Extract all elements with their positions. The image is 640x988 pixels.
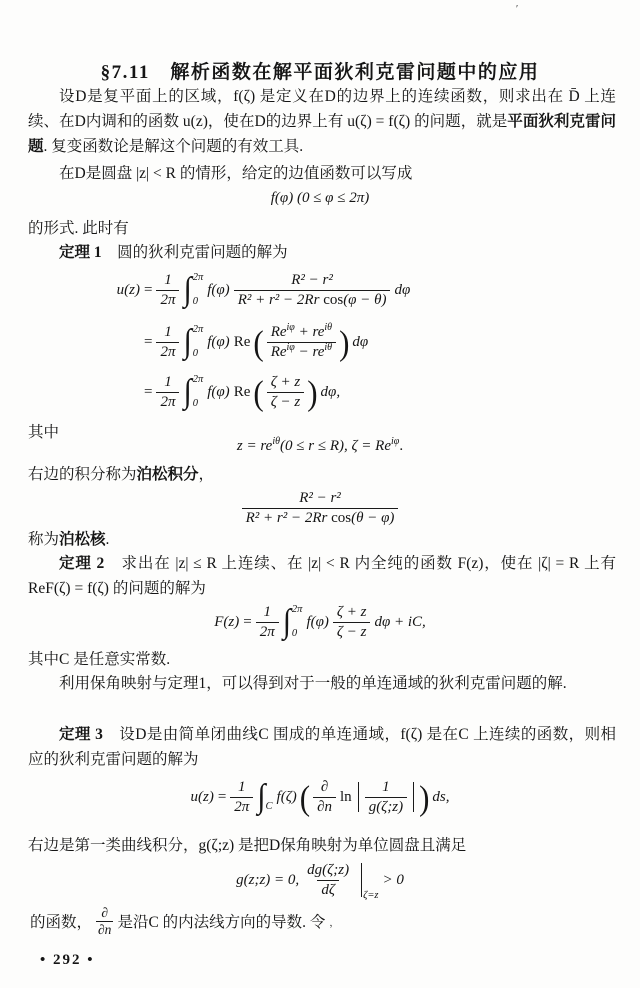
theorem-3-label: 定理 3 [59, 726, 103, 743]
equation-u-green-function [0, 772, 640, 822]
equals-sign: = [243, 613, 252, 630]
fraction-one-over-2pi: $\frac{1}{2\pi}$ [156, 373, 179, 412]
theorem-3-statement [28, 722, 616, 772]
page-number: • 292 • [40, 952, 95, 968]
equation-g-conditions [0, 858, 640, 902]
paragraph-line-integral: 右边是第一类曲线积分，g(ζ;z) 是把D保角映射为单位圆盘且满足 [28, 837, 467, 854]
formula-poisson-kernel [0, 486, 640, 530]
ln-operator: ln [340, 788, 352, 805]
paragraph-form: 的形式. 此时有 [28, 220, 129, 237]
boundary-function-expression: f(φ) (0 ≤ φ ≤ 2π) [270, 190, 370, 206]
real-part-operator: Re [233, 383, 251, 400]
scan-artifact-comma: ， [329, 917, 340, 929]
fraction-one-over-2pi: $\frac{1}{2\pi}$ [256, 603, 279, 642]
poisson-kernel-text-a: 称为 [28, 531, 60, 548]
integral-over-C: ∫ C [257, 777, 273, 815]
theorem-2-text: 求出在 |z| ≤ R 上连续、在 |z| < R 内全纯的函数 F(z)，使在 |ζ| = R 上有 ReF(ζ) = f(ζ) 的问题的解为 [28, 555, 616, 597]
paragraph-conformal-mapping: 利用保角映射与定理1，可以得到对于一般的单连通域的狄利克雷问题的解. [59, 675, 567, 692]
poisson-integral-text-a: 右边的积分称为 [28, 466, 137, 483]
fraction-partial-normal: $\frac{\partial}{\partial n}$ [313, 778, 336, 817]
fraction-poisson-kernel-standalone: $\frac{\text{R² − r²}}{\text{R² + r² − 2Rr cos(θ − φ)}}$ [242, 489, 399, 528]
normal-derivative-text-b: 是沿C 的内法线方向的导数. 令 [117, 914, 326, 931]
theorem-2-statement [28, 551, 616, 601]
eqU-f-zeta: f(ζ) [276, 788, 297, 805]
eqG-positive: > 0 [382, 871, 404, 888]
eq1-lhs: u(z) [116, 281, 140, 298]
equation-F-solution [0, 599, 640, 645]
fraction-zeta-kernel: $\frac{\zeta + z}{\zeta - z}$ [267, 373, 305, 412]
fraction-zeta-kernel: $\frac{\zeta + z}{\zeta - z}$ [333, 603, 371, 642]
left-paren: ( [299, 777, 311, 817]
equals-sign: = [144, 281, 153, 298]
fraction-one-over-g: $\frac{1}{g(\zeta;z)}$ [365, 778, 407, 817]
z-definition: $z = re^{i\theta}(0 \le r \le R)$, $\zeta = Re^{i\varphi}$. [236, 436, 404, 454]
absolute-value-bar-left [358, 782, 359, 812]
fraction-poisson-kernel: $\frac{\text{R² − r²}}{\text{R² + r² − 2Rr cos(φ − θ)}}$ [234, 271, 391, 310]
integral-0-to-2pi: ∫ 2π 0 [282, 602, 303, 640]
right-paren: ) [307, 372, 318, 412]
equation-poisson-line3 [90, 368, 342, 416]
paragraph-intro [28, 84, 616, 159]
intro-bold-dirichlet-problem: 平面狄利克雷问题 [28, 113, 616, 155]
fraction-one-over-2pi: $\frac{1}{2\pi}$ [230, 778, 253, 817]
theorem-2-label: 定理 2 [59, 555, 105, 572]
fraction-derivative-g: $\frac{dg(\zeta;z)}{d\zeta}$ [307, 861, 350, 898]
right-paren: ) [339, 322, 350, 362]
normal-derivative-text-a: 的函数， [30, 914, 93, 931]
equation-poisson-line2 [90, 318, 370, 366]
poisson-kernel-text-c: . [105, 531, 110, 548]
eq1-dphi-comma: dφ, [320, 383, 341, 400]
paragraph-disk-case: 在D是圆盘 |z| < R 的情形，给定的边值函数可以写成 [59, 165, 413, 182]
intro-text-c: . 复变函数论是解这个问题的有效工具. [43, 138, 304, 155]
paragraph-poisson-kernel-name [28, 527, 616, 552]
formula-boundary-function [0, 190, 640, 207]
paragraph-normal-derivative [28, 902, 341, 940]
fraction-exponential-kernel: $\frac{Re^{i\varphi} + re^{i\theta}}{Re^{i\varphi} - re^{i\theta}}$ [267, 323, 336, 362]
eqF-f-phi: f(φ) [306, 613, 329, 630]
absolute-value-bar-right [413, 782, 414, 812]
inline-fraction-partial-normal: $\frac{\partial}{\partial n}$ [98, 904, 112, 937]
eqF-tail: dφ + iC, [374, 613, 426, 630]
eqU-tail: ds, [432, 788, 450, 805]
theorem-1-label: 定理 1 [59, 244, 102, 261]
equals-sign: = [144, 333, 153, 350]
evaluation-bar: ζ=z [357, 863, 378, 897]
equals-sign: = [217, 788, 227, 805]
eq1-f-phi: f(φ) [207, 281, 230, 298]
real-part-operator: Re [233, 333, 251, 350]
section-title: §7.11 解析函数在解平面狄利克雷问题中的应用 [100, 61, 540, 83]
integral-0-to-2pi: ∫ 2π 0 [183, 270, 204, 308]
theorem-3-text: 设D是由简单闭曲线C 围成的单连通域，f(ζ) 是在C 上连续的函数，则相应的狄利克雷问题的解为 [28, 726, 616, 768]
eq1-dphi: dφ [394, 281, 411, 298]
right-paren: ) [419, 777, 430, 817]
poisson-integral-text-c: ， [198, 466, 215, 483]
intro-text-a: 设D是复平面上的区域，f(ζ) 是定义在D的边界上的连续函数，则求出在 D̄ 上连续、在D内调和的函数 u(z)，使在D的边界上有 u(ζ) = f(ζ) 的问题，就是 [28, 88, 616, 130]
integral-0-to-2pi: ∫ 2π 0 [183, 372, 204, 410]
equals-sign: = [144, 383, 153, 400]
left-paren: ( [253, 322, 264, 362]
scan-artifact-tick: ′ [516, 4, 519, 15]
poisson-integral-bold: 泊松积分 [136, 466, 199, 483]
poisson-kernel-bold: 泊松核 [59, 531, 106, 548]
equation-poisson-line1 [90, 266, 412, 314]
eqG-g-zero: g(z;z) = 0, [236, 871, 300, 888]
left-paren: ( [253, 372, 264, 412]
paragraph-where: 其中 [28, 424, 60, 441]
eq1-f-phi: f(φ) [207, 333, 230, 350]
eq1-f-phi: f(φ) [207, 383, 230, 400]
integral-0-to-2pi: ∫ 2π 0 [183, 322, 204, 360]
fraction-one-over-2pi: $\frac{1}{2\pi}$ [156, 323, 179, 362]
eqF-lhs: F(z) [214, 613, 240, 630]
equation-z-zeta-definition [0, 438, 640, 455]
theorem-1-text: 圆的狄利克雷问题的解为 [101, 244, 288, 261]
paragraph-poisson-integral [28, 462, 616, 487]
eq1-dphi: dφ [352, 333, 369, 350]
theorem-1-statement [28, 240, 616, 265]
fraction-one-over-2pi: $\frac{1}{2\pi}$ [156, 271, 179, 310]
paragraph-constant: 其中C 是任意实常数. [28, 651, 171, 668]
eqU-lhs: u(z) [190, 788, 214, 805]
